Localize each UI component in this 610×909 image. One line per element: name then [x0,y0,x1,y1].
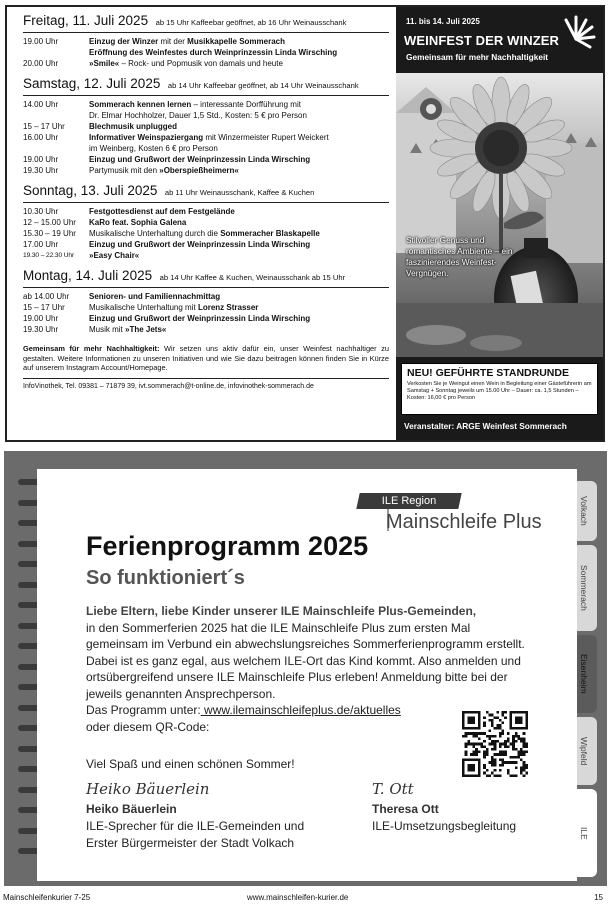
day-title: Freitag, 11. Juli 2025 [23,13,149,28]
event-time [23,143,89,154]
ferienprogramm-section [4,451,607,886]
schedule-row [23,217,389,228]
event-time: 15.30 – 19 Uhr [23,229,76,238]
day-title: Montag, 14. Juli 2025 [23,268,153,283]
tab-wipfeld: Wipfeld [571,717,597,785]
event-time: 20.00 Uhr [23,59,59,68]
day-divider [23,95,389,96]
event-description: im Weinberg, Kosten 6 € pro Person [89,144,218,153]
signature-block-2 [372,781,516,835]
ile-region-name: Mainschleife Plus [386,511,542,533]
day-heading [23,266,389,287]
schedule-row [23,291,389,302]
organizer: Veranstalter: ARGE Weinfest Sommerach [404,421,567,431]
greeting: Liebe Eltern, liebe Kinder unserer ILE Mainschleife Plus-Gemeinden, [86,604,477,618]
day-subtitle: ab 11 Uhr Weinausschank, Kaffee & Kuchen [164,188,315,197]
day-divider [23,32,389,33]
day-subtitle: ab 15 Uhr Kaffeebar geöffnet, ab 16 Uhr Weinausschank [155,18,347,27]
tab-ile: ILE [571,789,597,877]
event-description: Dr. Elmar Hochholzer, Dauer 1,5 Std., Kosten: 5 € pro Person [89,111,307,120]
guided-tour-box [401,363,598,415]
guided-tour-title: NEU! GEFÜHRTE STANDRUNDE [407,367,569,379]
signature-2: T. Ott [372,780,414,798]
event-time: 19.30 Uhr [23,325,59,334]
day-subtitle: ab 14 Uhr Kaffee & Kuchen, Weinausschank ab 15 Uhr [159,273,346,282]
schedule-row [23,132,389,143]
event-time: 19.00 Uhr [23,155,59,164]
schedule-row [23,143,389,154]
tab-volkach: Volkach [571,481,597,541]
schedule-row [23,154,389,165]
signature-1: Heiko Bäuerlein [86,780,210,798]
schedule-row [23,121,389,132]
event-description: Blechmusik unplugged [89,122,178,131]
qr-hint: oder diesem QR-Code: [86,719,210,734]
tab-sommerach: Sommerach [571,545,597,631]
weinfest-poster [396,7,603,440]
signer-name-2: Theresa Ott [372,802,439,816]
event-description: Partymusik mit den »Oberspießheimern« [89,166,239,175]
event-description: Eröffnung des Weinfestes durch Weinprinzessin Linda Wirsching [89,48,338,57]
page-number: 15 [594,893,603,902]
event-time: 19.00 Uhr [23,37,59,46]
event-time [23,47,89,58]
event-description: Einzug und Grußwort der Weinprinzessin Linda Wirsching [89,240,311,249]
ile-region-badge: ILE Region [356,493,461,509]
sustainability-note: Gemeinsam für mehr Nachhaltigkeit: Wir setzen uns aktiv dafür ein, unser Weinfest nachhaltiger zu gestalten. Weitere Informationen zu unseren Initiativen und wie Sie dazu beitragen können finden Sie in Kürze auf unserem Instagram Account/Homepage. [23,344,389,373]
page-subtitle: So funktioniert´s [86,567,245,589]
event-time: ab 14.00 Uhr [23,292,70,301]
schedule-days [23,11,389,338]
contact-line: InfoVinothek, Tel. 09381 – 71879 39, ivt.sommerach@t-online.de, infovinothek-sommerach.de [23,378,389,390]
schedule-row [23,58,389,69]
event-description: Einzug und Grußwort der Weinprinzessin Linda Wirsching [89,314,311,323]
day-title: Sonntag, 13. Juli 2025 [23,183,158,198]
schedule-row [23,324,389,335]
day-subtitle: ab 14 Uhr Kaffeebar geöffnet, ab 14 Uhr Weinausschank [167,81,359,90]
schedule-row [23,239,389,250]
signer-role-1a: ILE-Sprecher für die ILE-Gemeinden und [86,819,305,833]
signer-role-1b: Erster Bürgermeister der Stadt Volkach [86,836,295,850]
day-heading [23,181,389,202]
weinfest-ad [5,5,605,442]
event-time: 17.00 Uhr [23,240,59,249]
event-time [23,110,89,121]
event-description: Einzug und Grußwort der Weinprinzessin Linda Wirsching [89,155,311,164]
event-time: 15 – 17 Uhr [23,122,65,131]
day-heading [23,74,389,95]
intro-text [86,603,526,735]
event-time: 15 – 17 Uhr [23,303,65,312]
guided-tour-text: Verkosten Sie je Weingut einen Wein in Begleitung einer Gästeführerin am Samstag + Sonntag jeweils um 15.00 Uhr – Dauer: ca. 1,5 Stunden – Kosten: 16,00 € pro Person [407,381,592,402]
tab-eisenheim: Eisenheim [571,635,597,713]
event-description: Einzug der Winzer mit der Musikkapelle Sommerach [89,37,285,46]
event-time: 12 – 15.00 Uhr [23,218,76,227]
event-description: Senioren- und Familiennachmittag [89,292,221,301]
event-description: Musikalische Unterhaltung mit Lorenz Strasser [89,303,259,312]
event-time: 16.00 Uhr [23,133,59,142]
day-heading [23,11,389,32]
schedule-row [23,165,389,176]
event-description: »Easy Chair« [89,251,140,260]
poster-tagline: Stilvoller Genuss und romantisches Ambiente – ein faszinierendes Weinfest-Vergnügen. [406,235,513,278]
qr-code[interactable] [462,711,528,777]
schedule-row [23,36,389,47]
event-time: 19.30 – 22.30 Uhr [23,252,75,259]
event-time: 10.30 Uhr [23,207,59,216]
closing-line: Viel Spaß und einen schönen Sommer! [86,757,295,771]
event-time: 19.00 Uhr [23,314,59,323]
event-description: Informativer Weinspaziergang mit Winzermeister Rupert Weickert [89,133,329,142]
footer-website[interactable]: www.mainschleifen-kurier.de [247,893,349,902]
footer-publication: Mainschleifenkurier 7-25 [3,893,91,902]
schedule-row [23,206,389,217]
signer-role-2a: ILE-Umsetzungsbegleitung [372,819,517,833]
event-time: 14.00 Uhr [23,100,59,109]
page-title: Ferienprogramm 2025 [86,531,369,561]
schedule-row [23,313,389,324]
day-divider [23,202,389,203]
poster-title: WEINFEST DER WINZER [404,33,560,48]
body-text: in den Sommerferien 2025 hat die ILE Mainschleife Plus zum ersten Mal gemeinsam im Verbund ein abwechslungsreiches Sommerferienprogramm erstellt. Dabei ist es ganz egal, aus welchem ILE-Ort das Kind kommt. Also anmelden und ortsübergreifend unsere ILE Mainschleife Plus erleben! Anmeldung bitte bei der jeweils genannten Ansprechperson. [86,620,525,701]
event-description: Festgottesdienst auf dem Festgelände [89,207,235,216]
program-link[interactable]: www.ilemainschleifeplus.de/aktuelles [200,703,401,717]
schedule-row [23,250,389,261]
poster-subtitle: Gemeinsam für mehr Nachhaltigkeit [406,52,549,62]
schedule-row [23,47,389,58]
day-title: Samstag, 12. Juli 2025 [23,76,161,91]
signer-name-1: Heiko Bäuerlein [86,802,177,816]
schedule [7,7,395,440]
schedule-row [23,302,389,313]
day-divider [23,287,389,288]
event-description: Sommerach kennen lernen – interessante Dorfführung mit [89,100,301,109]
signature-block-1 [86,781,304,852]
event-description: »Smile« – Rock- und Popmusik von damals und heute [89,59,283,68]
event-time: 19.30 Uhr [23,166,59,175]
schedule-row [23,228,389,239]
event-description: Musikalische Unterhaltung durch die Sommeracher Blaskapelle [89,229,320,238]
schedule-row [23,110,389,121]
sunflower-photo [396,73,603,357]
sun-logo [556,13,596,53]
program-line: Das Programm unter: www.ilemainschleifeplus.de/aktuelles [86,703,401,717]
poster-date: 11. bis 14. Juli 2025 [406,17,480,26]
event-description: Musik mit »The Jets« [89,325,167,334]
schedule-row [23,99,389,110]
event-description: KaRo feat. Sophia Galena [89,218,187,227]
